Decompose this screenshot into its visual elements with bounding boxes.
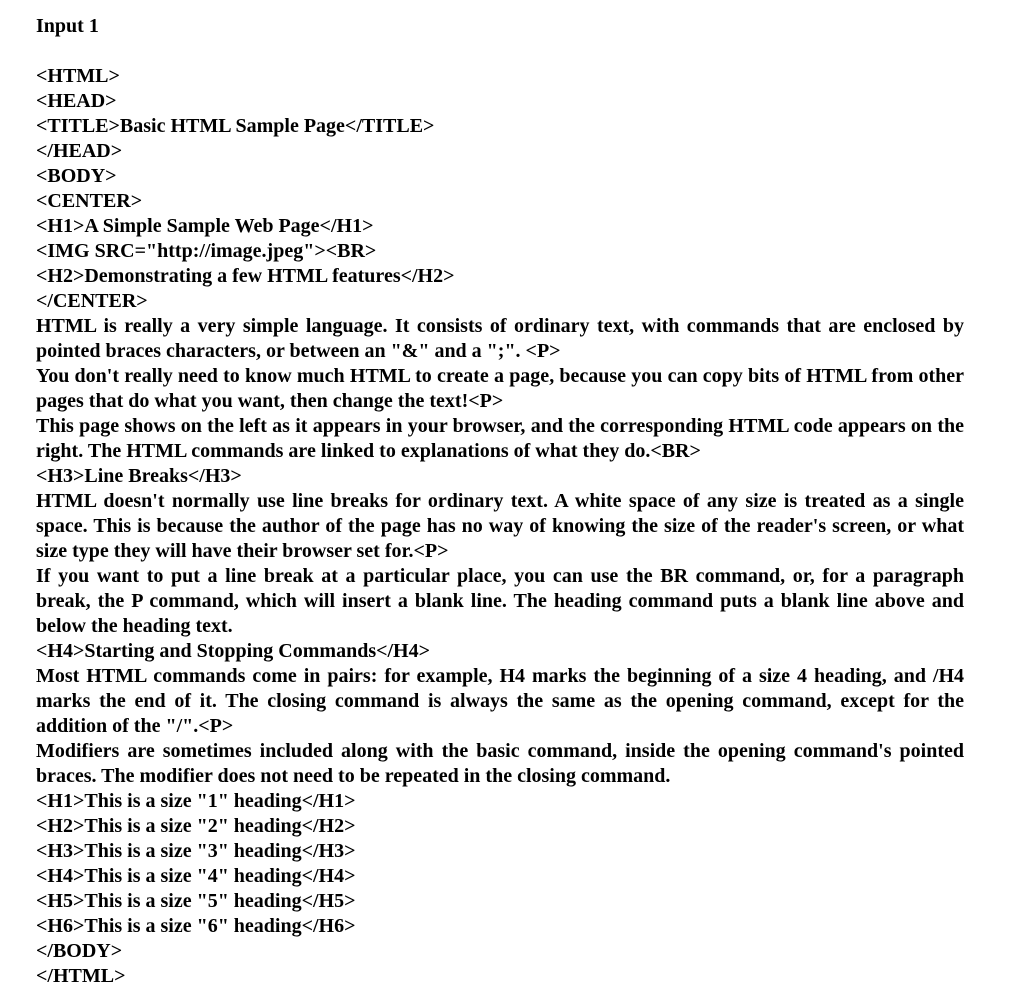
code-line: <H3>This is a size "3" heading</H3> <box>36 840 356 862</box>
prose-paragraph: This page shows on the left as it appears in your browser, and the corresponding HTML code appears on the right. The HTML commands are linked to explanations of what they do.<BR> <box>36 415 964 462</box>
prose-paragraph: HTML doesn't normally use line breaks for ordinary text. A white space of any size is treated as a single space. This is because the author of the page has no way of knowing the size of the reader's screen, or what size type they will have their browser set for.<P> <box>36 490 964 562</box>
code-line: <TITLE>Basic HTML Sample Page</TITLE> <box>36 115 435 137</box>
code-line: <HTML> <box>36 65 120 87</box>
code-line: <H1>A Simple Sample Web Page</H1> <box>36 215 374 237</box>
code-line: <HEAD> <box>36 90 117 112</box>
prose-paragraph: You don't really need to know much HTML to create a page, because you can copy bits of HTML from other pages that do what you want, then change the text!<P> <box>36 365 964 412</box>
code-line: <H2>This is a size "2" heading</H2> <box>36 815 356 837</box>
code-line: </HTML> <box>36 965 126 987</box>
code-line: <H6>This is a size "6" heading</H6> <box>36 915 356 937</box>
code-line: <H2>Demonstrating a few HTML features</H2> <box>36 265 455 287</box>
code-line: </CENTER> <box>36 290 148 312</box>
code-line: <H3>Line Breaks</H3> <box>36 465 242 487</box>
blank-line <box>36 39 964 64</box>
code-line: <CENTER> <box>36 190 143 212</box>
code-line: <H4>This is a size "4" heading</H4> <box>36 865 356 887</box>
code-line: </HEAD> <box>36 140 123 162</box>
document-title: Input 1 <box>36 15 99 37</box>
document-page <box>36 14 964 989</box>
prose-paragraph: If you want to put a line break at a particular place, you can use the BR command, or, for a paragraph break, the P command, which will insert a blank line. The heading command puts a blank line above and below the heading text. <box>36 565 964 637</box>
code-line: <H5>This is a size "5" heading</H5> <box>36 890 356 912</box>
code-line: <H4>Starting and Stopping Commands</H4> <box>36 640 431 662</box>
code-line: <H1>This is a size "1" heading</H1> <box>36 790 356 812</box>
prose-paragraph: Most HTML commands come in pairs: for example, H4 marks the beginning of a size 4 heading, and /H4 marks the end of it. The closing command is always the same as the opening command, except for the addition of the "/".<P> <box>36 665 964 737</box>
code-line: <BODY> <box>36 165 117 187</box>
code-line: <IMG SRC="http://image.jpeg"><BR> <box>36 240 377 262</box>
html-source-listing <box>36 64 964 989</box>
prose-paragraph: HTML is really a very simple language. It consists of ordinary text, with commands that are enclosed by pointed braces characters, or between an "&" and a ";". <P> <box>36 315 964 362</box>
code-line: </BODY> <box>36 940 123 962</box>
prose-paragraph: Modifiers are sometimes included along with the basic command, inside the opening command's pointed braces. The modifier does not need to be repeated in the closing command. <box>36 740 964 787</box>
